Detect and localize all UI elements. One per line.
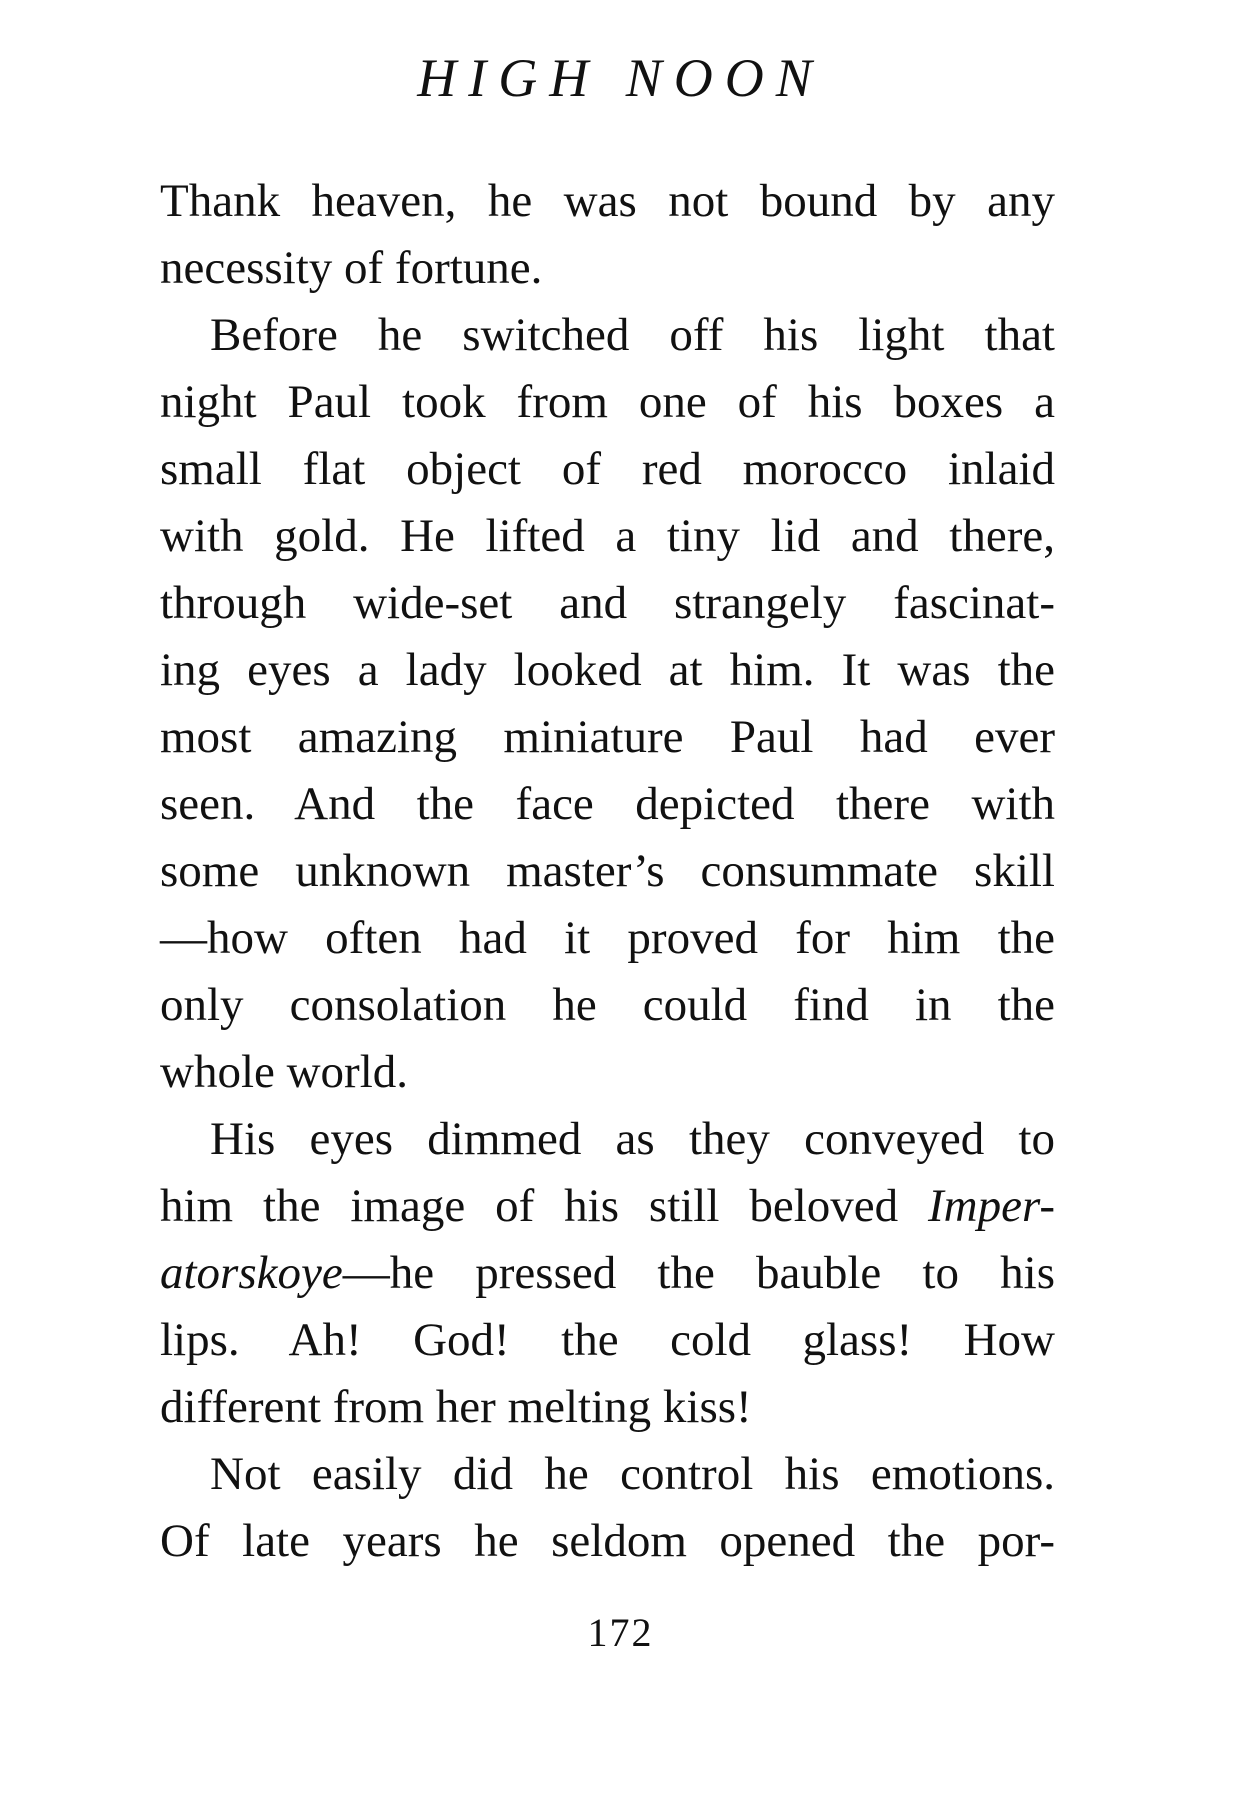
text-line: His eyes dimmed as they conveyed to xyxy=(210,1113,1055,1165)
text-line: with gold. He lifted a tiny lid and there, xyxy=(160,510,1055,562)
body-text xyxy=(160,168,1055,1575)
dash: — xyxy=(342,1247,390,1299)
text-line: Of late years he seldom opened the por- xyxy=(160,1515,1055,1567)
text-line: Before he switched off his light that xyxy=(210,309,1055,361)
italic-span: atorskoye xyxy=(160,1247,343,1299)
text-line: —how often had it proved for him the xyxy=(160,912,1055,964)
text-line: different from her melting kiss! xyxy=(160,1381,752,1433)
text-line: whole world. xyxy=(160,1046,409,1098)
italic-span: Imper- xyxy=(928,1180,1055,1232)
text-line: Thank heaven, he was not bound by any xyxy=(160,175,1055,227)
text-line: through wide-set and strangely fascinat- xyxy=(160,577,1055,629)
text-line: Not easily did he control his emotions. xyxy=(210,1448,1055,1500)
text-line: night Paul took from one of his boxes a xyxy=(160,376,1055,428)
text-line: ing eyes a lady looked at him. It was the xyxy=(160,644,1055,696)
text-line-mixed xyxy=(160,1240,1055,1307)
text-span: he pressed the bauble to his xyxy=(389,1247,1055,1299)
text-line: some unknown master’s consummate skill xyxy=(160,845,1055,897)
text-span: him the image of his still beloved xyxy=(160,1180,899,1232)
page-number: 172 xyxy=(587,1610,654,1655)
text-line-mixed xyxy=(160,1173,1055,1240)
text-line: small flat object of red morocco inlaid xyxy=(160,443,1055,495)
running-head: HIGH NOON xyxy=(417,48,824,108)
text-line: necessity of fortune. xyxy=(160,242,543,294)
text-line: only consolation he could find in the xyxy=(160,979,1055,1031)
text-line: most amazing miniature Paul had ever xyxy=(160,711,1055,763)
text-line: lips. Ah! God! the cold glass! How xyxy=(160,1314,1055,1366)
text-line: seen. And the face depicted there with xyxy=(160,778,1055,830)
